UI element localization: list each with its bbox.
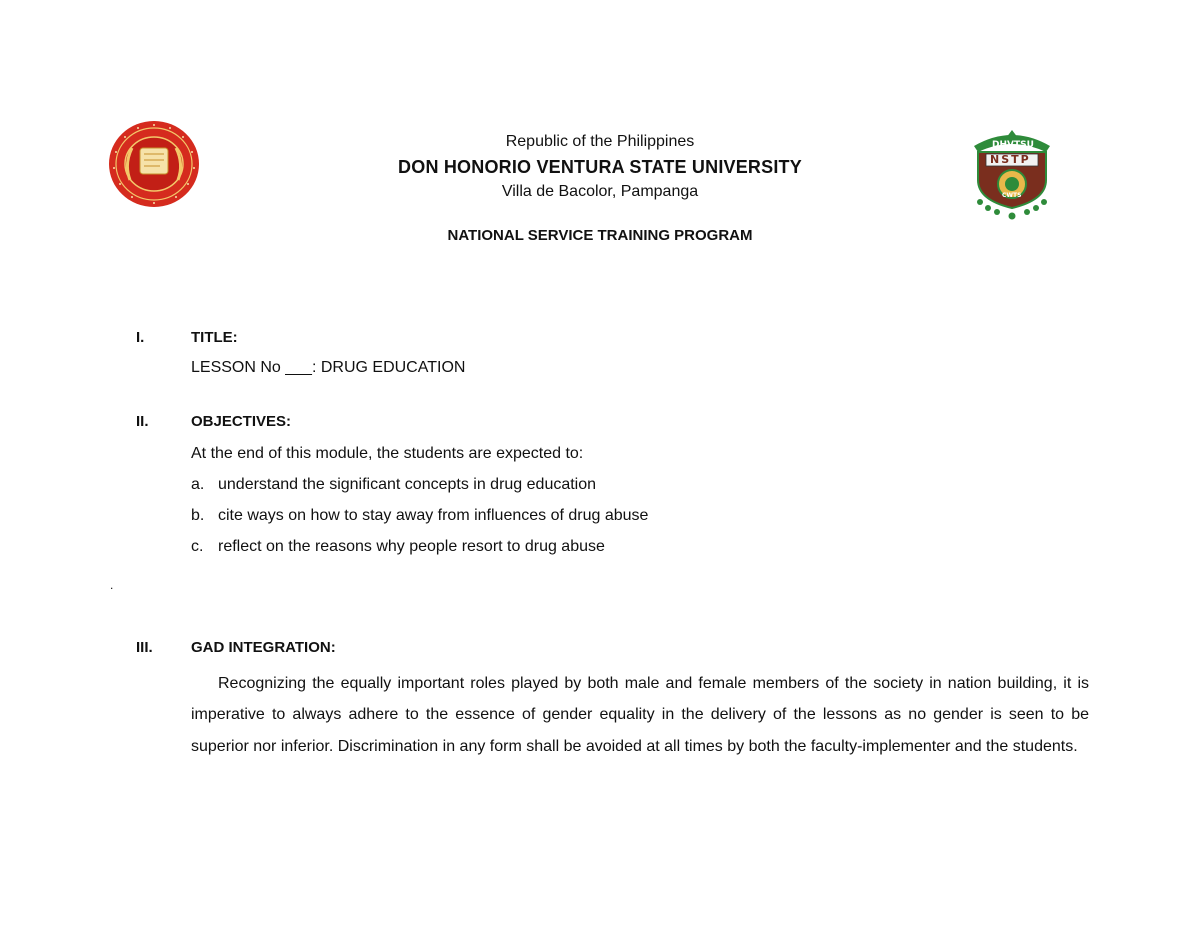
section-numeral: I. xyxy=(136,329,145,346)
section-numeral: III. xyxy=(136,639,153,656)
lesson-title: LESSON No ___: DRUG EDUCATION xyxy=(191,359,466,376)
list-item: cite ways on how to stay away from influences of drug abuse xyxy=(218,507,649,524)
nstp-logo-text-mid: NSTP xyxy=(990,153,1031,166)
document-header xyxy=(0,130,1200,247)
section-heading: GAD INTEGRATION: xyxy=(191,639,336,656)
list-item-letter: b. xyxy=(191,507,205,524)
university-address: Villa de Bacolor, Pampanga xyxy=(501,183,699,200)
stray-mark: . xyxy=(110,578,114,592)
list-item-letter: c. xyxy=(191,538,204,555)
list-item: reflect on the reasons why people resort to drug abuse xyxy=(218,538,605,555)
program-title: NATIONAL SERVICE TRAINING PROGRAM xyxy=(447,227,753,244)
university-name: DON HONORIO VENTURA STATE UNIVERSITY xyxy=(398,157,802,177)
objectives-intro: At the end of this module, the students are expected to: xyxy=(191,445,584,462)
nstp-logo-text-top: DHVTSU xyxy=(992,140,1034,150)
republic-line: Republic of the Philippines xyxy=(505,133,695,150)
list-item-letter: a. xyxy=(191,476,205,493)
list-item: understand the significant concepts in drug education xyxy=(218,476,597,493)
gad-paragraph: Recognizing the equally important roles played by both male and female members of the society in nation building, it is imperative to always adhere to the essence of gender equality in the delivery of the lessons as no gender is seen to be superior nor inferior. Discrimination in any form shall be avoided at all times by both the faculty-implementer and the students. xyxy=(191,675,1089,755)
nstp-logo-text-bottom: CWTS xyxy=(1002,192,1022,199)
section-heading: OBJECTIVES: xyxy=(191,413,292,430)
section-numeral: II. xyxy=(136,413,149,430)
section-heading: TITLE: xyxy=(191,329,238,346)
